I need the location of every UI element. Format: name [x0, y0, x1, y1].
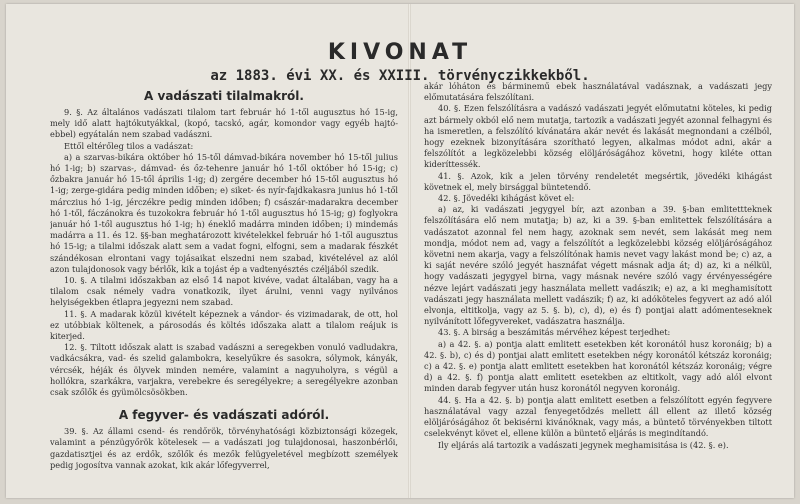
paragraph-42-list: a) az, ki vadászati jegygyel bír, azt azonban a 39. §-ban emlitettteknek felszólítására elő nem mutatja; b) az, ki a 39. §-ban emlitettek felszólítására a vadászatot azonnal fel nem hagy, azoknak sem nevét, sem lakását meg nem mondja, módot nem ad, vagy a felszólítót a legközelebbi község elöljáróságához követni nem akarja, vagy a felszólítónak hamis nevet vagy lakást mond be; c) az, a ki saját nevére szóló jegyét hasznáfat végett másnak adja át; d) az, ki a nélkül, hogy vadászati jegygyel birna, vagy másnak nevére szóló vagy érvényességére nézve lejárt vadászati jegy használata mellett vadászik; e) az, a ki meghamisított vadászati jegy használata mellett vadászik; f) az, ki adóköteles fegyvert az adó alól elvonja, eltitkolja, vagy az 5. §. b), c), d), e) és f) pontjai alatt adómenteseknek nyilvánított lőfegyvereket, vadászatra használja. [424, 204, 772, 327]
paragraph-10: 10. §. A tilalmi időszakban az első 14 napot kivéve, vadat általában, vagy ha a tilalom csak némely vadra vonatkozik, ilyet árulni, venni vagy nyilvános helyiségekben étlapra jegyezni nem szabad. [50, 275, 398, 308]
left-column [50, 86, 398, 496]
paragraph-41: 41. §. Azok, kik a jelen törvény rendeletét megsértik, jövedéki kihágást követnek el, mely birsággal büntetendő. [424, 170, 772, 192]
paragraph-9: 9. §. Az általános vadászati tilalom tart február hó 1-től augusztus hó 15-ig, mely idő alatt hajtókutyákkal, (kopó, tacskó, agár, komondor vagy egyéb hajtó-ebbel) egyátalán nem szabad vadászni. [50, 107, 398, 140]
paragraph-44-note: Ily eljárás alá tartozik a vadászati jegynek meghamisitása is (42. §. e). [438, 439, 729, 450]
paragraph-40: 40. §. Ezen felszólításra a vadászó vadászati jegyét előmutatni köteles, ki pedig azt bármely okból elő nem mutatja, tartozik a vadászati jegyét azonnal felhagyni és ha ismeretlen, a felszólító kívánatára akár nevét és lakását megnondani a czélból, hogy ezeknek bizonyítására szorítható legyen, alkalmas módot adni, akár a felszólítót a legközelebbi község elöljáróságához követni, hogy kiléte ottan kideríttessék. [424, 103, 772, 170]
paragraph-42: 42. §. Jövedéki kihágást követ el: [438, 193, 575, 204]
paragraph-9-list: a) a szarvas-bikára október hó 15-től dámvad-bikára november hó 15-től julius hó 1-ig; b) szarvas-, dámvad- és őz-tehenre január hó 1-től október hó 15-ig; c) őzbakra január hó 15-től április 1-ig; d) zergére december hó 15-től augusztus hó 1-ig; zerge-gidára pedig minden időben; e) siket- és nyír-fajdkakasra junius hó 1-től márczius hó 1-ig, jérczékre pedig minden időben; f) császár-madarakra december hó 1-től, fáczánokra és tuzokokra február hó 1-től augusztus hó 15-ig; g) foglyokra január hó 1-től augusztus hó 1-ig; h) éneklő madárra minden időben; i) mindemás madárra a 11. és 12. §§-ban meghatározott kivételekkel február hó 1-től augusztus hó 15-ig; a tilalmi időszak alatt sem a vadat fogni, elfogni, sem a madarak fészkét szándékosan elrontani vagy tojásaikat elszedni nem szabad, kivételével az alól azon tulajdonosok vagy bérlők, kik a tojást ép a vadtenyésztés czéljából szedik. [50, 151, 398, 274]
section-heading-hunting-bans: A vadászati tilalmakról. [144, 89, 304, 103]
document-subtitle: az 1883. évi XX. és XXIII. törvényczikkekből. [210, 68, 590, 84]
paragraph-12: 12. §. Tiltott időszak alatt is szabad vadászni a seregekben vonuló vadludakra, vadkácsákra, vad- és szelid galambokra, keselyűkre és sasokra, sólymok, kányák, vércsék, héják és ölyvek minden nemére, valamint a nagyuholyra, s végül a hollókra, szarkákra, varjakra, verebekre és seregélyekre; a seregélyekre azonban csak szőlők és gyümölcsösökben. [50, 342, 398, 398]
paragraph-39: 39. §. Az állami csend- és rendőrök, törvényhatósági közbiztonsági közegek, valamint a pénzügyőrök kötelesek — a vadászati jog tulajdonosai, haszonbérlői, gazdatisztjei és az erdők, szőlők és mezők felügyeletével megbízott személyek pedig jogosítva vannak azokat, kik akár lőfegyverrel, [50, 426, 398, 470]
paragraph-9-intro: Ettől eltérőleg tilos a vadászat: [64, 140, 194, 151]
paragraph-43: 43. §. A birság a beszámitás mérvéhez képest terjedhet: [438, 327, 671, 338]
paragraph-43-list: a) a 42. §. a) pontja alatt emlitett esetekben két koronától husz koronáig; b) a 42. §. b), c) és d) pontjai alatt emlitett esetekben négy koronától kétszáz koronáig; c) a 42. §. e) pontja alatt emlitett esetekben hat koronától kétszáz koronáig; végre d) a 42. §. f) pontja alatt emlitett esetekben az eltitkolt, vagy adó alól elvont minden darab fegyver után husz koronától negyven koronáig. [424, 338, 772, 394]
section-heading-weapon-tax: A fegyver- és vadászati adóról. [118, 408, 330, 423]
paragraph-11: 11. §. A madarak közül kivételt képeznek a vándor- és vizimadarak, de ott, hol ez utóbbiak költenek, a párosodás és költés időszaka alatt a tilalom reájuk is kiterjed. [50, 308, 398, 342]
right-column [424, 81, 772, 497]
paragraph-44: 44. §. Ha a 42. §. b) pontja alatt emlitett esetben a felszólított egyén fegyvere használatával vagy azzal fenyegetődzés mellett áll ellent az illető község elöljáróságához őt bekisérni kivánóknak, vagy más, a büntető törvényekben tiltott cselekvényt követ el, ellene külön a büntető eljárás is megindítandó. [424, 394, 772, 439]
paragraph-39-continued: akár lóháton és bárminemű ebek használatával vadásznak, a vadászati jegy előmutatására felszólítani. [424, 81, 772, 103]
document-title: KIVONAT [327, 40, 473, 65]
document-sheet [6, 4, 794, 498]
